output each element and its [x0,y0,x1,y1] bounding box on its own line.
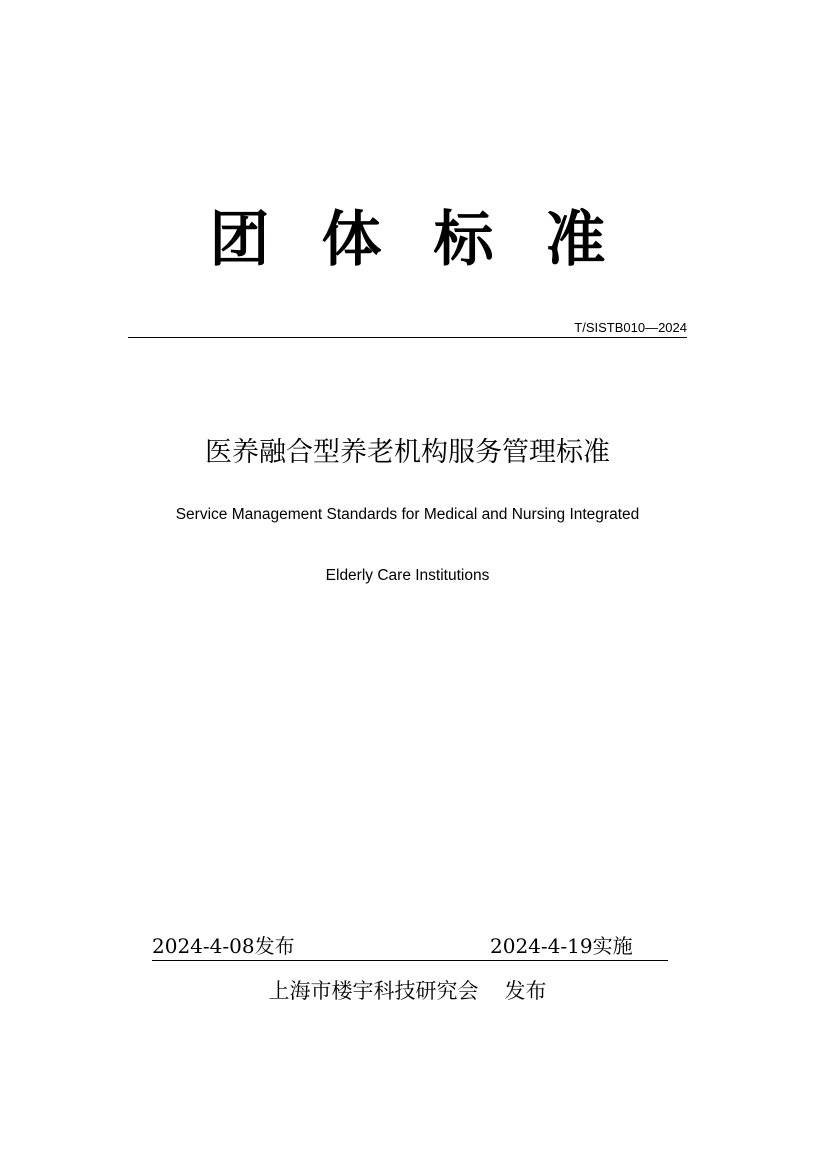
english-title-line-2: Elderly Care Institutions [325,567,490,584]
implementation-date: 2024-4-19 [490,934,593,958]
publisher-line [0,976,815,1006]
english-title-line-1: Service Management Standards for Medical and Nursing Integrated [175,506,640,523]
document-type-title: 团体标准 [209,205,658,275]
header-rule [128,337,687,338]
publisher-name: 上海市楼宇科技研究会 [268,979,479,1003]
issue-date: 2024-4-08 [152,934,255,958]
issue-date-group [152,932,295,960]
implementation-date-group [490,932,633,960]
issue-label: 发布 [254,934,295,958]
chinese-title: 医养融合型养老机构服务管理标准 [205,437,610,468]
implementation-label: 实施 [592,934,633,958]
dates-row [152,932,668,961]
standard-number: T/SISTB010—2024 [574,320,687,335]
publisher-label: 发布 [504,979,547,1003]
